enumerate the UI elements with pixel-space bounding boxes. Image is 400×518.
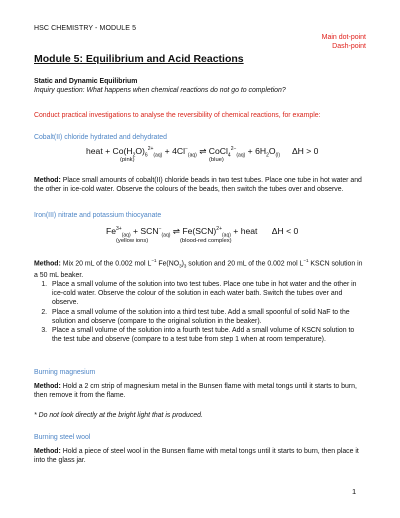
label-yellow-ions: (yellow ions) bbox=[116, 238, 149, 244]
method-text: Place small amounts of cobalt(II) chloride beads in two test tubes. Place one tube in hot water and the other in ice-cold water. Observe the colours of the beads, then switch the tubes over and observe. bbox=[34, 177, 362, 194]
iron-method: Method: Mix 20 mL of the 0.002 mol $L^{-1}$ $Fe(NO_3)_3$ solution and 20 mL of the 0.002 mol $L^{-1}$ KSCN solution in a 50 mL beaker. bbox=[34, 258, 363, 279]
magnesium-method-text: Hold a 2 cm strip of magnesium metal in the Bunsen flame with metal tongs until it starts to burn, then remove it from the flame. bbox=[34, 383, 357, 400]
module-title: Module 5: Equilibrium and Acid Reactions bbox=[34, 53, 244, 65]
iron-method-label: Method: bbox=[34, 260, 61, 268]
inquiry-question: Inquiry question: What happens when chemical reactions do not go to completion? bbox=[34, 87, 286, 94]
iron-heading: Iron(III) nitrate and potassium thiocyanate bbox=[34, 212, 162, 219]
main-dot-point: Conduct practical investigations to analyse the reversibility of chemical reactions, for example: bbox=[34, 112, 321, 119]
steel-method-text: Hold a piece of steel wool in the Bunsen flame with metal tongs until it starts to burn, then place it into the glass jar. bbox=[34, 448, 359, 465]
iron-steps bbox=[34, 280, 364, 344]
iron-step: 2. Place a small volume of the solution into a third test tube. Add a small spoonful of solid NaF to the solution and observe (compare to the original solution in the beaker). bbox=[49, 308, 364, 326]
steel-wool-heading: Burning steel wool bbox=[34, 434, 91, 441]
label-pink: (pink) bbox=[120, 157, 135, 163]
magnesium-heading: Burning magnesium bbox=[34, 369, 96, 376]
label-blood-red-complex: (blood-red complex) bbox=[180, 238, 232, 244]
iron-equation: $Fe^{3+}_{(aq)} + SCN^-_{(aq)}$ ⇌ Fe(SCN)$^{2+}_{(aq)}$ + heat ΔH < 0 bbox=[106, 226, 299, 239]
cobalt-method bbox=[34, 176, 368, 194]
course-header: HSC CHEMISTRY - MODULE 5 bbox=[34, 25, 137, 32]
magnesium-method-label: Method: bbox=[34, 383, 61, 390]
steel-wool-method bbox=[34, 447, 368, 465]
cobalt-heading: Cobalt(II) chloride hydrated and dehydrated bbox=[34, 134, 167, 141]
section-heading: Static and Dynamic Equilibrium bbox=[34, 78, 138, 85]
method-label: Method: bbox=[34, 177, 61, 184]
magnesium-method bbox=[34, 382, 368, 400]
iron-step: 3. Place a small volume of the solution into a fourth test tube. Add a small volume of KSCN solution to the test tube and observe (compare to a test tube from step 1 when at room temperature). bbox=[49, 326, 364, 344]
cobalt-equation: heat + $Co(H_2O)_6^{2+}_{(aq)} + 4Cl^-_{(aq)}$ ⇌ CoCl$_4^{2-}_{(aq)}$ + $6H_2O_{(l)}$ ΔH > 0 bbox=[86, 146, 319, 159]
page-number: 1 bbox=[352, 487, 357, 496]
magnesium-warning: * Do not look directly at the bright light that is produced. bbox=[34, 412, 203, 419]
legend-main-dot-point: Main dot-point bbox=[321, 34, 366, 41]
label-blue: (blue) bbox=[209, 157, 224, 163]
steel-method-label: Method: bbox=[34, 448, 61, 455]
legend-dash-point: Dash-point bbox=[332, 43, 366, 50]
iron-step: 1. Place a small volume of the solution into two test tubes. Place one tube in hot water and the other in ice-cold water. Observe the colour of the solution in each water bath. Switch the tubes over and observe. bbox=[49, 280, 364, 308]
